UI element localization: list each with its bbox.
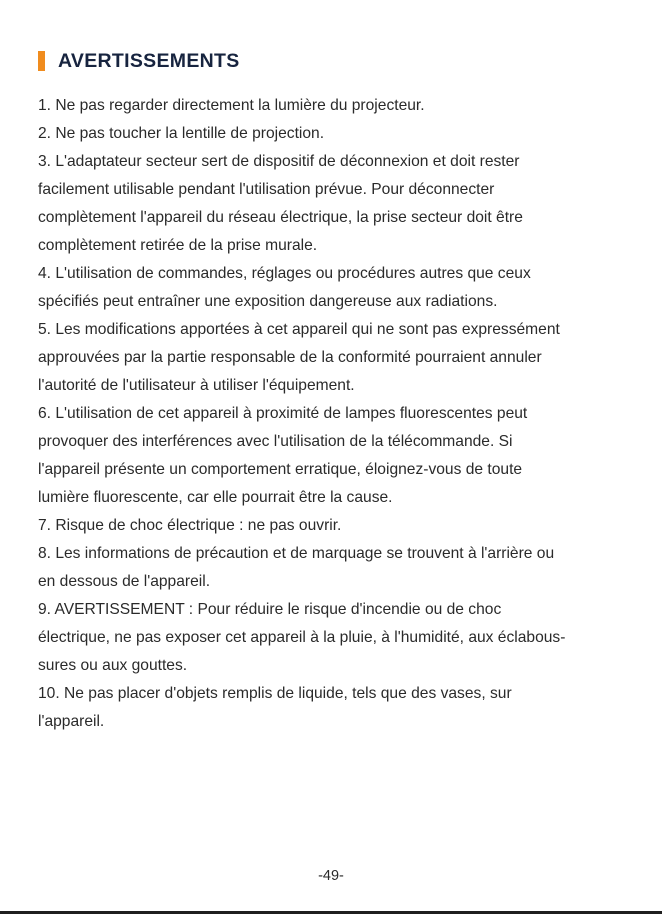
warnings-list	[38, 92, 628, 736]
text-line: complètement l'appareil du réseau électrique, la prise secteur doit être	[38, 209, 523, 226]
text-line: l'appareil.	[38, 713, 105, 730]
text-line: facilement utilisable pendant l'utilisation prévue. Pour déconnecter	[38, 181, 495, 198]
text-line: électrique, ne pas exposer cet appareil à la pluie, à l'humidité, aux éclabous-	[38, 629, 566, 646]
text-line: 5. Les modifications apportées à cet appareil qui ne sont pas expressément	[38, 321, 560, 338]
page-number: -49-	[318, 868, 344, 884]
text-line: complètement retirée de la prise murale.	[38, 237, 318, 254]
text-line: lumière fluorescente, car elle pourrait être la cause.	[38, 489, 393, 506]
text-line: l'appareil présente un comportement erratique, éloignez-vous de toute	[38, 461, 523, 478]
text-line: approuvées par la partie responsable de la conformité pourraient annuler	[38, 349, 542, 366]
text-line: 10. Ne pas placer d'objets remplis de liquide, tels que des vases, sur	[38, 685, 512, 702]
text-line: en dessous de l'appareil.	[38, 573, 211, 590]
text-line: 7. Risque de choc électrique : ne pas ouvrir.	[38, 517, 342, 534]
text-line: 1. Ne pas regarder directement la lumière du projecteur.	[38, 97, 425, 114]
heading-title: AVERTISSEMENTS	[58, 50, 240, 72]
text-line: 8. Les informations de précaution et de marquage se trouvent à l'arrière ou	[38, 545, 555, 562]
text-line: provoquer des interférences avec l'utilisation de la télécommande. Si	[38, 433, 513, 450]
heading-accent-bar	[38, 51, 45, 71]
text-line: spécifiés peut entraîner une exposition dangereuse aux radiations.	[38, 293, 498, 310]
text-line: 6. L'utilisation de cet appareil à proximité de lampes fluorescentes peut	[38, 405, 528, 422]
text-line: l'autorité de l'utilisateur à utiliser l'équipement.	[38, 377, 355, 394]
text-line: 9. AVERTISSEMENT : Pour réduire le risque d'incendie ou de choc	[38, 601, 502, 618]
text-line: sures ou aux gouttes.	[38, 657, 188, 674]
text-line: 4. L'utilisation de commandes, réglages ou procédures autres que ceux	[38, 265, 531, 282]
text-line: 2. Ne pas toucher la lentille de projection.	[38, 125, 325, 142]
section-heading	[38, 50, 240, 72]
text-line: 3. L'adaptateur secteur sert de dispositif de déconnexion et doit rester	[38, 153, 520, 170]
